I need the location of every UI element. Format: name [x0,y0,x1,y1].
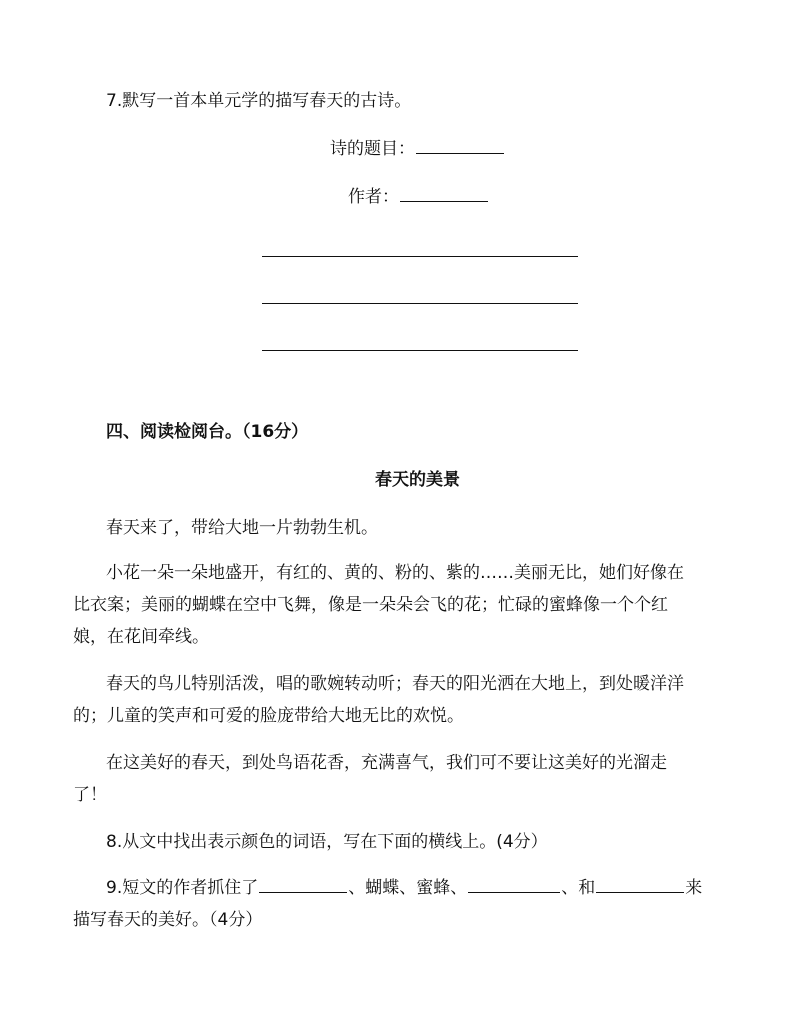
author-label: 作者： [348,187,399,207]
q7-text: 7.默写一首本单元学的描写春天的古诗。 [106,91,412,111]
q9-part4: 来 [685,878,703,898]
q9-part3: 、和 [561,878,596,898]
poem-title-row [330,134,505,159]
passage-p3-line2: 的；儿童的笑声和可爱的脸庞带给大地无比的欢悦。 [73,706,464,726]
q9-blank-1[interactable] [259,874,347,893]
passage-p4-line1: 在这美好的春天，到处鸟语花香，充满喜气，我们可不要让这美好的光溜走 [106,753,667,773]
q9-line1 [106,873,702,898]
poem-answer-line-3[interactable] [262,350,578,351]
passage-p2-line1: 小花一朵一朵地盛开，有红的、黄的、粉的、紫的……美丽无比，她们好像在 [106,563,684,583]
author-blank[interactable] [400,183,488,202]
section4-heading: 四、阅读检阅台。（16分） [106,422,309,442]
passage-title: 春天的美景 [375,470,460,490]
poem-title-label: 诗的题目： [330,139,415,159]
passage-p1: 春天来了，带给大地一片勃勃生机。 [106,518,378,538]
passage-p2-line3: 娘，在花间牵线。 [73,627,209,647]
q9-part2: 、蝴蝶、蜜蜂、 [348,878,468,898]
q9-part1: 9.短文的作者抓住了 [106,878,259,898]
q9-line2: 描写春天的美好。（4分） [73,910,263,930]
q9-blank-2[interactable] [468,874,560,893]
passage-p3-line1: 春天的鸟儿特别活泼，唱的歌婉转动听；春天的阳光洒在大地上，到处暖洋洋 [106,674,684,694]
q9-blank-3[interactable] [596,874,684,893]
poem-answer-line-2[interactable] [262,303,578,304]
author-row [348,182,489,207]
q8-text: 8.从文中找出表示颜色的词语，写在下面的横线上。(4分） [106,832,548,852]
passage-p4-line2: 了！ [73,785,107,805]
passage-p2-line2: 比衣案；美丽的蝴蝶在空中飞舞，像是一朵朵会飞的花；忙碌的蜜蜂像一个个红 [73,595,668,615]
poem-answer-line-1[interactable] [262,256,578,257]
poem-title-blank[interactable] [416,135,504,154]
